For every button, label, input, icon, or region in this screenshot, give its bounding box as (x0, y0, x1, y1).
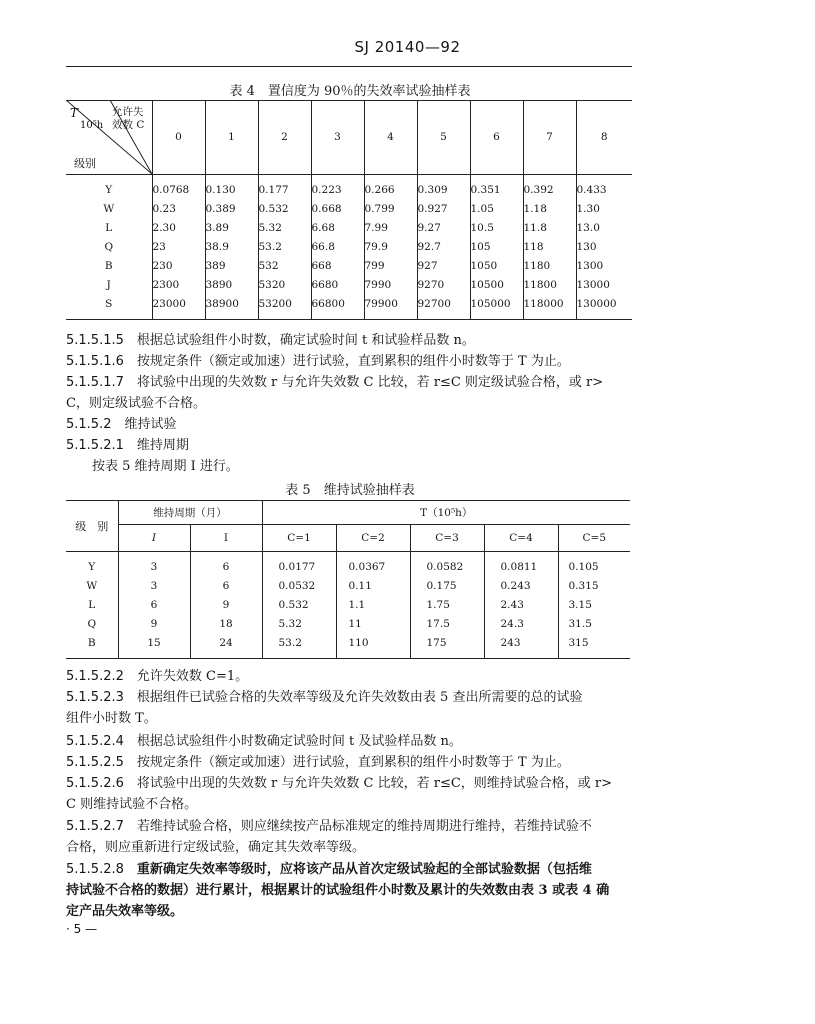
table5-c-col: C=4 (484, 525, 558, 552)
clause-number: 5.1.5.1.7 (66, 375, 124, 390)
paragraph (66, 351, 570, 372)
table4-cell: 2300 (152, 275, 205, 294)
table4-cell: 6.68 (311, 218, 364, 237)
table5-c-col: C=3 (410, 525, 484, 552)
table4-cell: 66.8 (311, 237, 364, 256)
table-row (66, 180, 632, 199)
table5-grade: B (87, 637, 96, 649)
table-row (66, 256, 632, 275)
table4-cell: 53.2 (258, 237, 311, 256)
table5-period-cell: 6 (190, 558, 262, 577)
table4-cell: 118 (523, 237, 576, 256)
page-number: · 5 — (66, 922, 98, 936)
table4-caption: 表 4 置信度为 90％的失效率试验抽样表 (229, 84, 471, 99)
table5-period-cell: 15 (118, 634, 190, 653)
table4-cell: 1300 (576, 256, 632, 275)
clause-text: 根据总试验组件小时数确定试验时间 t 及试验样品数 n。 (136, 734, 462, 749)
table4-cell: 38900 (205, 294, 258, 313)
table4-cell: 38.9 (205, 237, 258, 256)
table4-cell: 11.8 (523, 218, 576, 237)
table4-cell: 9.27 (417, 218, 470, 237)
table-row (66, 615, 630, 634)
clause-number: 5.1.5.2.4 (66, 734, 124, 749)
table4-cell: 9270 (417, 275, 470, 294)
table5-grade: L (88, 599, 96, 611)
table5-t-header: T（10⁵h） (262, 501, 630, 525)
table5-cell: 315 (558, 634, 630, 653)
table5-cell: 0.532 (262, 596, 336, 615)
table4-cell: 0.389 (205, 199, 258, 218)
table4-cell: 389 (205, 256, 258, 275)
table4-col-header: 5 (417, 100, 470, 174)
table-row (66, 634, 630, 653)
table5-cell: 0.0367 (336, 558, 410, 577)
table5-grade: W (86, 580, 98, 592)
table5-grade: Y (88, 561, 96, 573)
table4-col-header: 0 (152, 100, 205, 174)
table4-cell: 23000 (152, 294, 205, 313)
table5-cell: 11 (336, 615, 410, 634)
table4-col-header: 8 (576, 100, 632, 174)
table5-cell: 0.0811 (484, 558, 558, 577)
table4-corner-c1: 允许失 (112, 106, 144, 118)
table4-col-header: 4 (364, 100, 417, 174)
paragraph-continuation: 定产品失效率等级。 (66, 904, 184, 919)
table4-cell: 0.799 (364, 199, 417, 218)
clause-text: 根据组件已试验合格的失效率等级及允许失效数由表 5 查出所需要的总的试验 (136, 690, 583, 705)
clause-text: 重新确定失效率等级时，应将该产品从首次定级试验起的全部试验数据（包括维 (136, 862, 592, 877)
table5-period-cell: 9 (118, 615, 190, 634)
table5-cell: 0.0582 (410, 558, 484, 577)
table4-cell: 53200 (258, 294, 311, 313)
table-row (66, 218, 632, 237)
table4-grade: J (106, 278, 111, 291)
table4-cell: 105 (470, 237, 523, 256)
table4-cell: 0.351 (470, 180, 523, 199)
table5-cell: 53.2 (262, 634, 336, 653)
table5-cell: 0.175 (410, 577, 484, 596)
table4-grade: S (105, 297, 113, 310)
table4-cell: 668 (311, 256, 364, 275)
table5-cell: 3.15 (558, 596, 630, 615)
table-row (66, 275, 632, 294)
table5-cell: 0.105 (558, 558, 630, 577)
table4-cell: 10500 (470, 275, 523, 294)
table5-cell: 31.5 (558, 615, 630, 634)
table4-cell: 799 (364, 256, 417, 275)
table4-cell: 6680 (311, 275, 364, 294)
table4-cell: 1180 (523, 256, 576, 275)
clause-text: 维持试验 (124, 417, 177, 432)
clause-number: 5.1.5.2.2 (66, 669, 124, 684)
table5-c-col: C=5 (558, 525, 630, 552)
table5-cell: 2.43 (484, 596, 558, 615)
paragraph (66, 330, 475, 351)
table5-period-header: 维持周期（月） (118, 501, 262, 525)
clause-text: 将试验中出现的失效数 r 与允许失效数 C 比较，若 r≤C，则维持试验合格，或 r> (136, 776, 613, 791)
table-row (66, 237, 632, 256)
table4-cell: 92700 (417, 294, 470, 313)
paragraph (66, 859, 592, 880)
clause-number: 5.1.5.2.7 (66, 819, 124, 834)
table4-cell: 0.668 (311, 199, 364, 218)
clause-text: 允许失效数 C=1。 (136, 669, 249, 684)
table4-cell: 79900 (364, 294, 417, 313)
table5-cell: 0.0532 (262, 577, 336, 596)
table4-cell: 0.130 (205, 180, 258, 199)
table4-cell: 105000 (470, 294, 523, 313)
clause-number: 5.1.5.2 (66, 417, 112, 432)
clause-number: 5.1.5.2.1 (66, 438, 124, 453)
table5-cell: 175 (410, 634, 484, 653)
table4-cell: 1.05 (470, 199, 523, 218)
table4-cell: 927 (417, 256, 470, 275)
table4-cell: 7.99 (364, 218, 417, 237)
clause-text: 维持周期 (136, 438, 189, 453)
table-row (66, 577, 630, 596)
table4-cell: 1.18 (523, 199, 576, 218)
table4-cell: 13000 (576, 275, 632, 294)
table5-cell: 5.32 (262, 615, 336, 634)
clause-number: 5.1.5.2.5 (66, 755, 124, 770)
paragraph (66, 687, 582, 708)
table4-cell: 2.30 (152, 218, 205, 237)
table4-cell: 0.266 (364, 180, 417, 199)
table4-grade: B (104, 259, 113, 272)
table4-cell: 130000 (576, 294, 632, 313)
table4-cell: 79.9 (364, 237, 417, 256)
table4-cell: 0.433 (576, 180, 632, 199)
paragraph (66, 372, 603, 393)
table5-period-cell: 6 (190, 577, 262, 596)
table5-period-col: I (190, 525, 262, 552)
table5-cell: 243 (484, 634, 558, 653)
table4-cell: 66800 (311, 294, 364, 313)
table5-cell: 0.315 (558, 577, 630, 596)
table5-period-cell: 18 (190, 615, 262, 634)
clause-text: 将试验中出现的失效数 r 与允许失效数 C 比较，若 r≤C 则定级试验合格，或 r> (136, 375, 604, 390)
table-row (66, 558, 630, 577)
clause-number: 5.1.5.2.3 (66, 690, 124, 705)
table5-c-col: C=1 (262, 525, 336, 552)
clause-text: 若维持试验合格，则应继续按产品标准规定的维持周期进行维持，若维持试验不 (136, 819, 592, 834)
table4-cell: 118000 (523, 294, 576, 313)
clause-text: 按规定条件（额定或加速）进行试验，直到累积的组件小时数等于 T 为止。 (136, 755, 570, 770)
table4-cell: 0.23 (152, 199, 205, 218)
clause-number: 5.1.5.1.6 (66, 354, 124, 369)
table4-grade: Y (105, 183, 113, 196)
table5-cell: 24.3 (484, 615, 558, 634)
table5-grade: Q (87, 618, 97, 630)
table4-col-header: 3 (311, 100, 364, 174)
table4-cell: 13.0 (576, 218, 632, 237)
table4-cell: 0.0768 (152, 180, 205, 199)
table4-cell: 0.927 (417, 199, 470, 218)
table5-cell: 0.0177 (262, 558, 336, 577)
table5-cell: 0.11 (336, 577, 410, 596)
table4-cell: 3.89 (205, 218, 258, 237)
table5 (66, 500, 630, 659)
paragraph (66, 816, 592, 837)
table4-corner-unit: 10⁵h (80, 120, 104, 131)
paragraph (66, 773, 612, 794)
table5-period-cell: 3 (118, 558, 190, 577)
paragraph (66, 731, 462, 752)
table4-cell: 0.392 (523, 180, 576, 199)
table-row (66, 294, 632, 313)
table4-cell: 130 (576, 237, 632, 256)
table4-corner-t: T (70, 106, 79, 120)
table5-c-col: C=2 (336, 525, 410, 552)
table5-cell: 1.75 (410, 596, 484, 615)
table4-cell: 11800 (523, 275, 576, 294)
clause-text: 根据总试验组件小时数，确定试验时间 t 和试验样品数 n。 (136, 333, 475, 348)
table4-cell: 0.223 (311, 180, 364, 199)
table4-corner-c2: 效数 C (112, 119, 145, 131)
table4-col-header: 1 (205, 100, 258, 174)
table-row (66, 596, 630, 615)
table4-cell: 532 (258, 256, 311, 275)
standard-code: SJ 20140—92 (354, 38, 461, 56)
table4-cell: 1.30 (576, 199, 632, 218)
table4-cell: 10.5 (470, 218, 523, 237)
table4-col-header: 7 (523, 100, 576, 174)
header-rule (66, 66, 632, 67)
paragraph-continuation: 合格，则应重新进行定级试验，确定其失效率等级。 (66, 840, 366, 855)
table4-grade: Q (104, 240, 114, 253)
table4-cell: 0.532 (258, 199, 311, 218)
paragraph (66, 414, 177, 435)
table5-period-cell: 24 (190, 634, 262, 653)
clause-number: 5.1.5.2.8 (66, 862, 124, 877)
table4-cell: 0.177 (258, 180, 311, 199)
table5-period-cell: 6 (118, 596, 190, 615)
table4-cell: 0.309 (417, 180, 470, 199)
paragraph-continuation: 按表 5 维持周期 I 进行。 (92, 459, 239, 474)
table-row (66, 199, 632, 218)
table4-cell: 230 (152, 256, 205, 275)
paragraph-continuation: C，则定级试验不合格。 (66, 396, 206, 411)
paragraph (66, 435, 189, 456)
table4-grade: L (105, 221, 113, 234)
table4-cell: 3890 (205, 275, 258, 294)
paragraph-continuation: C 则维持试验不合格。 (66, 797, 198, 812)
paragraph-continuation: 组件小时数 T。 (66, 711, 157, 726)
table4-corner-grade: 级别 (74, 157, 96, 170)
table4 (66, 100, 632, 320)
table5-cell: 17.5 (410, 615, 484, 634)
table5-caption: 表 5 维持试验抽样表 (285, 483, 415, 498)
table4-grade: W (103, 202, 115, 215)
table5-period-cell: 9 (190, 596, 262, 615)
table4-cell: 1050 (470, 256, 523, 275)
clause-number: 5.1.5.1.5 (66, 333, 124, 348)
table4-col-header: 6 (470, 100, 523, 174)
table4-col-header: 2 (258, 100, 311, 174)
paragraph (66, 752, 570, 773)
table4-cell: 92.7 (417, 237, 470, 256)
paragraph-continuation: 持试验不合格的数据）进行累计，根据累计的试验组件小时数及累计的失效数由表 3 或表 4 确 (66, 883, 610, 898)
table4-cell: 7990 (364, 275, 417, 294)
clause-text: 按规定条件（额定或加速）进行试验，直到累积的组件小时数等于 T 为止。 (136, 354, 570, 369)
table5-grade-header: 级 别 (75, 520, 109, 533)
table4-corner-cell (66, 100, 152, 174)
table5-period-col: I (118, 525, 190, 552)
table4-cell: 5.32 (258, 218, 311, 237)
table5-cell: 110 (336, 634, 410, 653)
clause-number: 5.1.5.2.6 (66, 776, 124, 791)
paragraph (66, 666, 248, 687)
table4-cell: 5320 (258, 275, 311, 294)
table4-cell: 23 (152, 237, 205, 256)
table5-cell: 0.243 (484, 577, 558, 596)
table5-period-cell: 3 (118, 577, 190, 596)
table5-cell: 1.1 (336, 596, 410, 615)
